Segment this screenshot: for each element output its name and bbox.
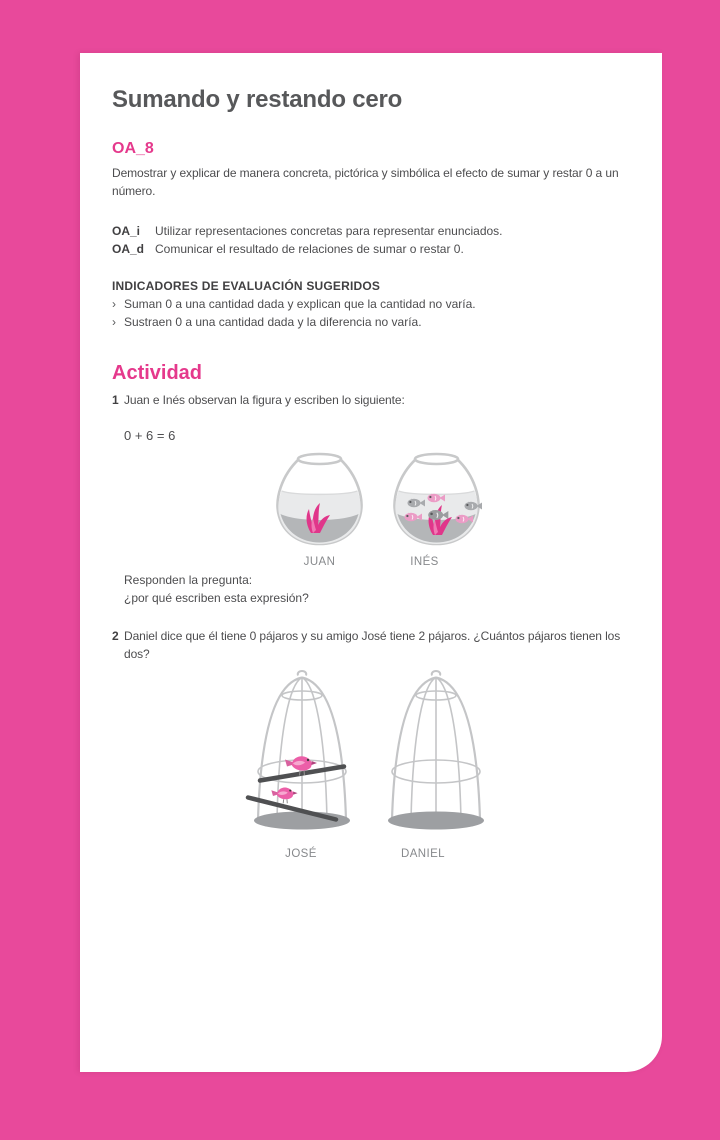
worksheet-page xyxy=(80,53,662,1072)
page-content xyxy=(80,53,662,859)
oa-sub-text: Utilizar representaciones concretas para representar enunciados. xyxy=(155,224,503,238)
fishbowl-figure xyxy=(267,451,624,547)
bullet-chevron-icon: › xyxy=(112,315,116,329)
equation: 0 + 6 = 6 xyxy=(124,428,176,443)
bird-icon xyxy=(271,788,297,804)
bullet-chevron-icon: › xyxy=(112,297,116,311)
oa-sub-code: OA_d xyxy=(112,242,145,256)
birdcage-jose xyxy=(240,663,364,837)
activity-item-1 xyxy=(112,391,624,409)
birdcage-icon xyxy=(254,671,350,830)
oa-heading: OA_8 xyxy=(112,140,154,157)
figure-label-jose: JOSÉ xyxy=(285,848,317,860)
birdcage-icon xyxy=(388,671,484,830)
activity-item-text: Daniel dice que él tiene 0 pájaros y su amigo José tiene 2 pájaros. ¿Cuántos pájaros tienen los dos? xyxy=(124,629,621,661)
activity-heading: Actividad xyxy=(112,362,203,384)
followup-questions xyxy=(124,571,624,607)
activity-item-number: 2 xyxy=(112,629,119,643)
indicators-heading: INDICADORES DE EVALUACIÓN SUGERIDOS xyxy=(112,279,381,293)
birdcage-daniel xyxy=(374,663,498,837)
activity-item-2 xyxy=(112,627,624,663)
birdcage-labels xyxy=(240,845,494,859)
figure-label-ines: INÉS xyxy=(410,556,439,568)
followup-line: Responden la pregunta: xyxy=(124,573,253,587)
oa-sub-objective xyxy=(112,240,624,258)
figure-label-juan: JUAN xyxy=(303,556,336,568)
activity-item-text: Juan e Inés observan la figura y escriben lo siguiente: xyxy=(124,393,405,407)
page-title: Sumando y restando cero xyxy=(112,86,403,113)
indicator-text: Suman 0 a una cantidad dada y explican que la cantidad no varía. xyxy=(124,297,476,311)
fishbowl-ines xyxy=(384,451,489,547)
followup-line: ¿por qué escriben esta expresión? xyxy=(124,591,309,605)
oa-sub-code: OA_i xyxy=(112,224,141,238)
oa-description: Demostrar y explicar de manera concreta, pictórica y simbólica el efecto de sumar y restar 0 a un número. xyxy=(112,166,619,198)
activity-item-number: 1 xyxy=(112,393,119,407)
indicator-item xyxy=(112,313,624,331)
oa-sub-objective xyxy=(112,222,624,240)
oa-sub-text: Comunicar el resultado de relaciones de sumar o restar 0. xyxy=(155,242,464,256)
indicator-item xyxy=(112,295,624,313)
fishbowl-labels xyxy=(267,553,489,567)
figure-label-daniel: DANIEL xyxy=(401,848,445,860)
birdcage-figure xyxy=(240,663,624,837)
fishbowl-juan xyxy=(267,451,372,547)
indicator-text: Sustraen 0 a una cantidad dada y la diferencia no varía. xyxy=(124,315,422,329)
